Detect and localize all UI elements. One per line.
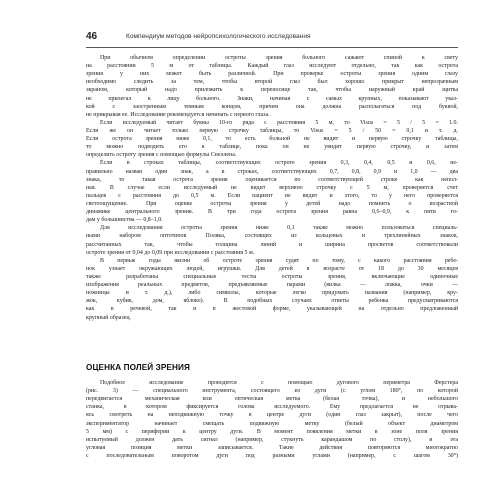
header-rule xyxy=(86,47,458,48)
text-line: зрения у них может быть различной. При проверке остроты зрения одним глазу xyxy=(86,71,458,78)
text-line: не прикрывая ее. Исследование рекомендуется начинать с первого глаза. xyxy=(86,111,270,118)
text-line: крупный образец. xyxy=(86,314,131,321)
text-line: как в речевой, так и в жестовой форме, указывающей на отдельно предложенный xyxy=(86,306,458,313)
text-line: жок, кубик, дом, яблоко). В подобных случаях ответы ребенка предусматриваются xyxy=(86,298,458,305)
text-line: Если же он читает только первую строчку таблицы, то Visus = 5 / 50 = 0,1 и т. д. xyxy=(86,127,458,134)
text-line: рассчитанных так, чтобы толщина линий и ширина просветов соответствовали xyxy=(86,241,458,248)
text-line: ными набором оптотипов Поляка, состоящих из кольцевых и трехлинейных знаков, xyxy=(86,233,458,240)
text-line: знака, то такая острота зрения оценивается по соответствующей строке как непол- xyxy=(86,176,458,183)
text-line: кой с заостренным темным концом, причем она должна располагаться под буквой, xyxy=(86,103,458,110)
section-heading: ОЦЕНКА ПОЛЕЙ ЗРЕНИЯ xyxy=(86,363,190,372)
text-line: испытуемый должен дать сигнал (например, стукнуть карандашом по столу), и эта xyxy=(86,436,458,443)
text-line: При обычном определении остроты зрения больного сажают спиной к свету xyxy=(100,55,458,61)
text-line: нок узнает окружающих людей, игрушки. Для детей в возрасте от 18 до 30 месяцев xyxy=(86,265,458,272)
text-line: угловая позиция метки записывается. Такие действия повторяются многократно xyxy=(86,444,458,451)
text-line: с последовательным поворотом дуги под разными углами (например, с шагом 30°) xyxy=(86,452,458,459)
text-line: Если исследуемый читает буквы 10-го ряда с расстояния 5 м, то Visus = 5 / 5 = 1.0. xyxy=(100,119,458,126)
text-line: Подобное исследование проводится с помощью дугового периметра Ферстера xyxy=(100,380,458,386)
page-header xyxy=(86,31,458,45)
text-line: 5 мм) с периферии к центру дуги. В момент появления метки в зоне поля зрения xyxy=(86,428,458,435)
page-number: 46 xyxy=(86,31,98,42)
text-line: ножницы и т. д.), либо символы, которые легко придумать названия (например, кру- xyxy=(86,290,458,297)
body-text-top xyxy=(86,54,458,322)
text-line: не прилегал к лицу больного. Знаки, начиная с самых крупных, показывают указ- xyxy=(86,95,458,102)
text-line: остроте зрения от 0,04 до 0,09 при исследовании с расстояния 5 м. xyxy=(86,249,255,256)
text-line: Если в строках таблицы, соответствующих остроте зрения 0,3, 0,4, 0,5 и 0,6, не- xyxy=(100,160,458,167)
text-line: на расстоянии 5 м от таблицы. Каждый глаз исследуют отдельно, так как острота xyxy=(86,63,458,70)
text-line: Если острота зрения ниже 0,1, то есть больной не видит и первую строчку таблицы, xyxy=(86,136,458,143)
text-line: определить остроту зрения с помощью формулы Снеллена. xyxy=(86,152,237,159)
text-line: станка, в котором фиксируется голова исследуемого. Ему предлагается не отрыва- xyxy=(86,404,458,411)
text-line: передвигается механическая или оптическая метка (белая точка), и небольшого xyxy=(86,396,458,403)
text-line: дам у большинства — 0,8–1,0. xyxy=(86,217,163,224)
text-line: экспериментатор начинает смещать подвижную метку (белый объект диаметром xyxy=(86,420,458,427)
text-line: В первые годы жизни об остроте зрения судят по тому, с какого расстояния ребе- xyxy=(100,257,458,264)
text-line: изображения реальных предметов, предъявляемые парами (вилка — ложка, очки — xyxy=(86,282,458,289)
text-line: экраном, который надо приложить к переносице так, чтобы наружный край щитка xyxy=(86,87,458,94)
text-line: пальцев с расстояния до 0,5 м. Если пациент не видит и этого, то у него проверяется xyxy=(86,192,458,199)
text-line: то можно подводить его к таблице, пока он не увидит первую строчку, и затем xyxy=(86,144,458,151)
text-line: необходимо следить за тем, чтобы второй глаз был хорошо прикрыт непрозрачным xyxy=(86,79,458,86)
running-head: Компендиум методов нейропсихологического исследования xyxy=(126,33,311,40)
text-line: (рис. 3) — специального инструмента, состоящего из дуги (с углом 180°, по которой xyxy=(86,388,458,395)
body-text-bottom xyxy=(86,379,458,460)
text-line: светоощущение. При оценке остроты зрения у детей надо помнить о возрастной xyxy=(86,200,458,207)
text-line: Для исследования остроты зрения ниже 0,1 также можно пользоваться специаль- xyxy=(100,225,458,232)
text-line: также разработаны специальные тесты остроты зрения, включающие одиночные xyxy=(86,273,458,280)
text-line: ная. В случае если исследуемый не видит верхнюю строчку с 5 м, проверяется счет xyxy=(86,184,458,191)
text-line: ясь смотреть на неподвижную точку в центре дуги (один глаз закрыт), после чего xyxy=(86,412,458,419)
text-line: динамике центрального зрения. В три года острота зрения равна 0,6–0,9, к пяти го- xyxy=(86,209,458,216)
text-line: правильно назван один знак, а в строках, соответствующих 0,7, 0,8, 0,9 и 1,0 — два xyxy=(86,168,458,175)
